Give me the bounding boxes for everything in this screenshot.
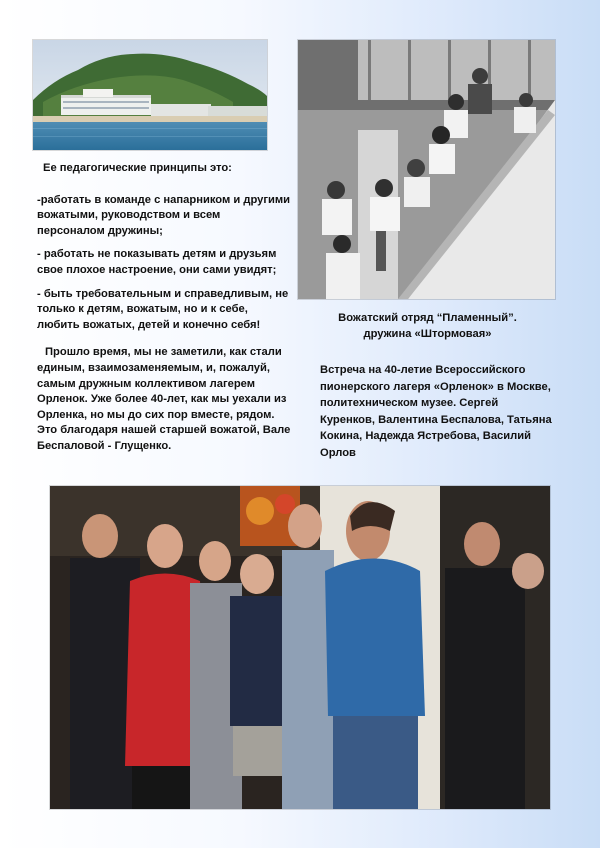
camp-seaside-photo bbox=[33, 40, 267, 150]
meeting-description: Встреча на 40-летие Всероссийского пионерского лагеря «Орленок» в Москве, политехническом музее. Сергей Куренков, Валентина Беспалова, Татьяна Кокина, Надежда Ястребова, Василий Орлов bbox=[320, 364, 552, 459]
reunion-group-photo bbox=[50, 486, 550, 809]
stairs-photo-caption bbox=[300, 311, 555, 342]
principles-block bbox=[37, 161, 291, 463]
principle-item-3: - быть требовательным и справедливым, не только к детям, вожатым, но и к себе, любить вожатых, детей и конечно себя! bbox=[37, 287, 289, 331]
principle-item-2: - работать не показывать детям и друзьям свое плохое настроение, они сами увидят; bbox=[37, 248, 277, 276]
principles-heading: Ее педагогические принципы это: bbox=[43, 162, 232, 174]
counselors-stairs-photo bbox=[298, 40, 555, 299]
principle-item-1: -работать в команде с напарником и другими вожатыми, руководством и всем персоналом дружины; bbox=[37, 193, 291, 237]
memories-paragraph: Прошло время, мы не заметили, как стали единым, взаимозаменяемым, и, пожалуй, самым дружным коллективом лагерем Орленок. Уже более 40-лет, как мы уехали из Орленка, но мы до сих пор вместе, рядом. Это благодаря нашей старшей вожатой, Вале Беспаловой - Глущенко. bbox=[37, 346, 291, 452]
caption-line-1: Вожатский отряд “Пламенный”. bbox=[338, 312, 517, 324]
caption-line-2: дружина «Штормовая» bbox=[363, 327, 492, 340]
